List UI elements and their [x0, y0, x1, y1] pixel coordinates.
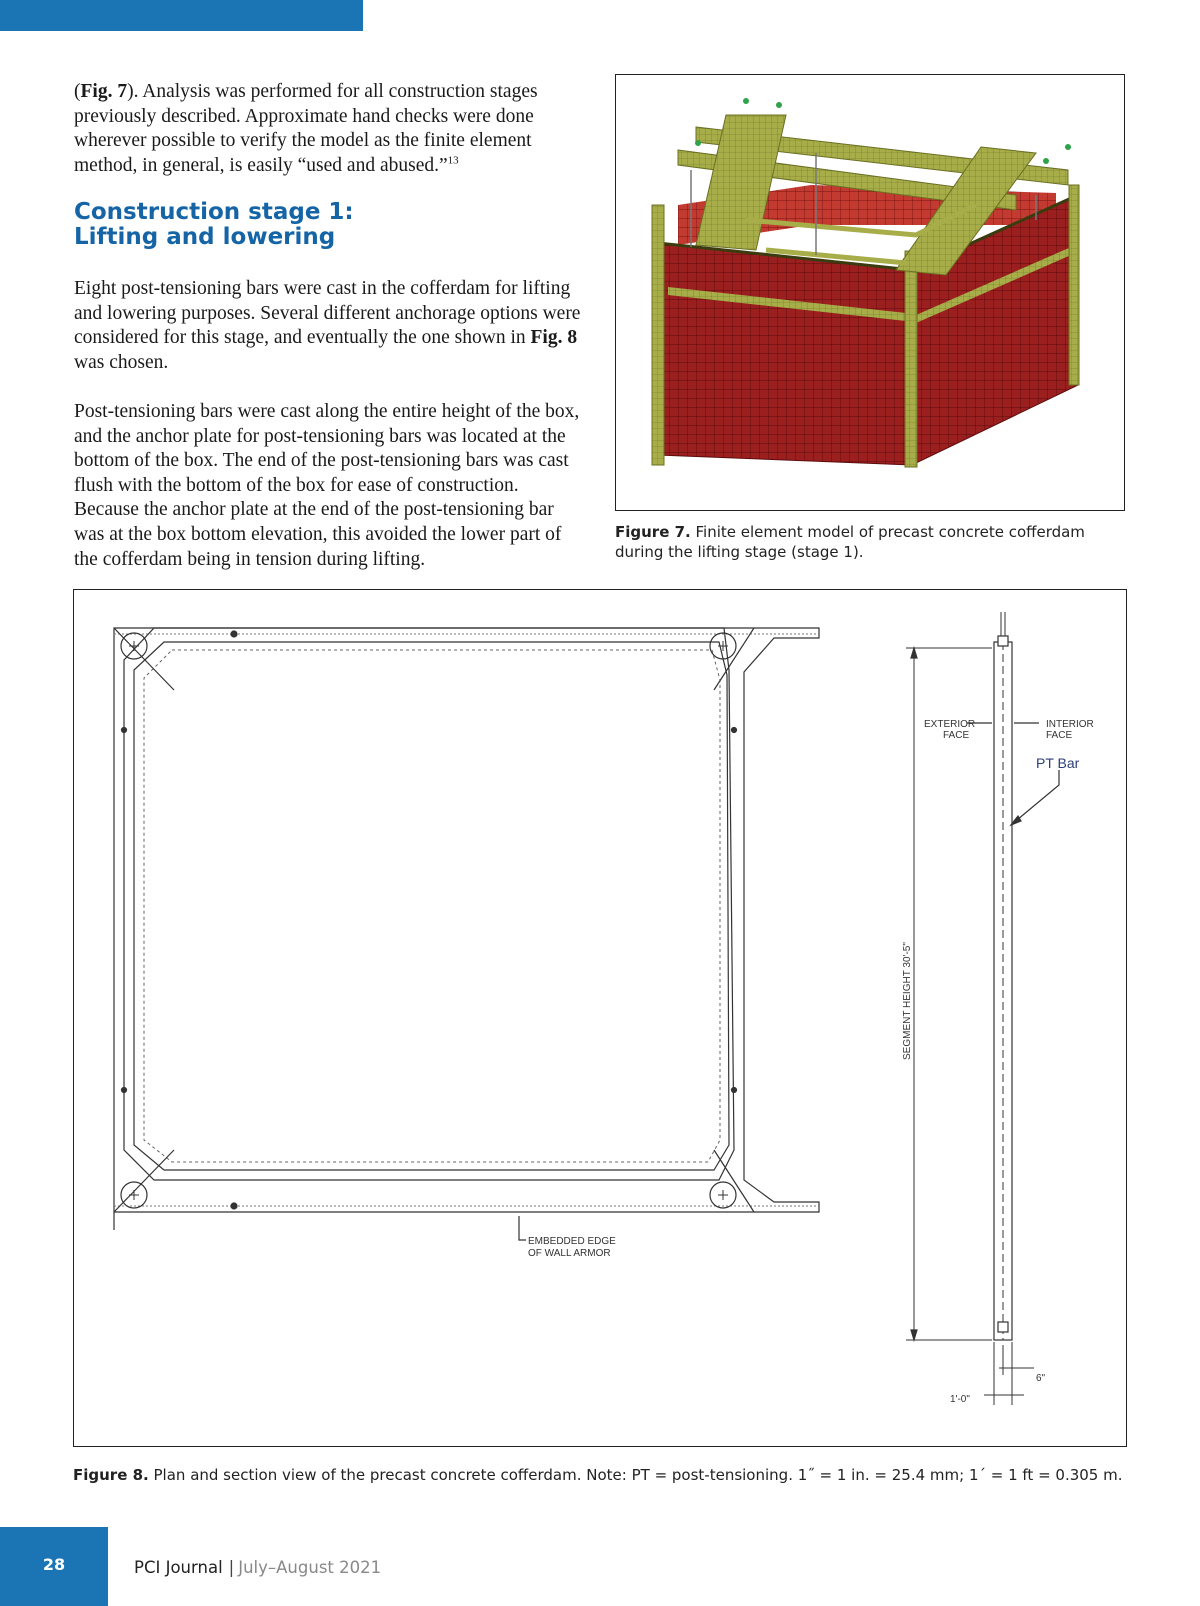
page-number: 28 — [42, 1555, 66, 1574]
paragraph-2 — [74, 277, 586, 375]
figure-8-drawing — [74, 590, 1125, 1445]
embedded-edge-label-1: EMBEDDED EDGE — [528, 1236, 616, 1247]
footer — [134, 1558, 381, 1577]
paragraph-2-tail: was chosen. — [74, 351, 169, 373]
figure-7-reference[interactable]: Fig. 7 — [80, 81, 128, 102]
figure-8-caption-text: Plan and section view of the precast concrete cofferdam. Note: PT = post-tensioning. 1˝ = 1 in. = 25.4 mm; 1´ = 1 ft = 0.305 m. — [153, 1466, 1123, 1484]
figure-8-frame — [73, 589, 1127, 1447]
figure-8-reference[interactable]: Fig. 8 — [530, 327, 578, 349]
figure-7-label: Figure 7. — [615, 523, 691, 541]
figure-7-caption — [615, 523, 1135, 562]
heading-line-1: Construction stage 1: — [74, 199, 354, 225]
section-heading — [74, 200, 586, 250]
paragraph-1: (Fig. 7). Analysis was performed for all construction stages previously described. Approximate hand checks were done wherever possible to verify the model as the finite element method, in general, is easily “used and abused.”$^{13}$ — [74, 81, 538, 176]
figure-7-fe-model-illustration — [616, 75, 1123, 509]
exterior-face-label-1: EXTERIOR — [924, 719, 976, 730]
figure-7-frame — [615, 74, 1125, 511]
interior-face-label-1: INTERIOR — [1046, 719, 1094, 730]
interior-face-label-2: FACE — [1046, 730, 1073, 741]
paragraph-1-text: ). Analysis was performed for all construction stages previously described. Approximate hand checks were done wherever possible to verify the model as the finite element method, in general, is easily “used and abused.” — [74, 81, 538, 176]
paragraph-3: Post-tensioning bars were cast along the entire height of the box, and the anchor plate for post-tensioning bars was located at the bottom of the box. The end of the post-tensioning bars was cast flush with the bottom of the box for ease of construction. Because the anchor plate at the end of the post-tensioning bar was at the box bottom elevation, this avoided the lower part of the cofferdam being in tension during lifting. — [74, 401, 580, 570]
figure-8-caption — [73, 1466, 1133, 1486]
dimension-6in-label: 6" — [1036, 1373, 1046, 1384]
section-view — [906, 612, 1059, 1405]
paragraph-2-text: Eight post-tensioning bars were cast in the cofferdam for lifting and lowering purposes. Several different anchorage options were considered for this stage, and eventually the one shown in — [74, 278, 581, 349]
issue-date: July–August 2021 — [238, 1558, 382, 1577]
dimension-1ft-label: 1'-0" — [950, 1394, 970, 1405]
figure-8-label: Figure 8. — [73, 1466, 149, 1484]
top-color-bar — [0, 0, 363, 31]
reference-13[interactable]: 13 — [447, 154, 459, 167]
exterior-face-label-2: FACE — [943, 730, 970, 741]
pt-bar-label: PT Bar — [1036, 755, 1080, 771]
plan-view — [114, 628, 819, 1240]
journal-name: PCI Journal — [134, 1558, 223, 1577]
segment-height-label: SEGMENT HEIGHT 30'-5" — [902, 942, 913, 1060]
footer-separator: | — [228, 1558, 235, 1577]
page-number-block — [0, 1527, 108, 1606]
figure-7-caption-text: Finite element model of precast concrete cofferdam during the lifting stage (stage 1). — [615, 523, 1085, 561]
heading-line-2: Lifting and lowering — [74, 224, 336, 250]
embedded-edge-label-2: OF WALL ARMOR — [528, 1248, 611, 1259]
